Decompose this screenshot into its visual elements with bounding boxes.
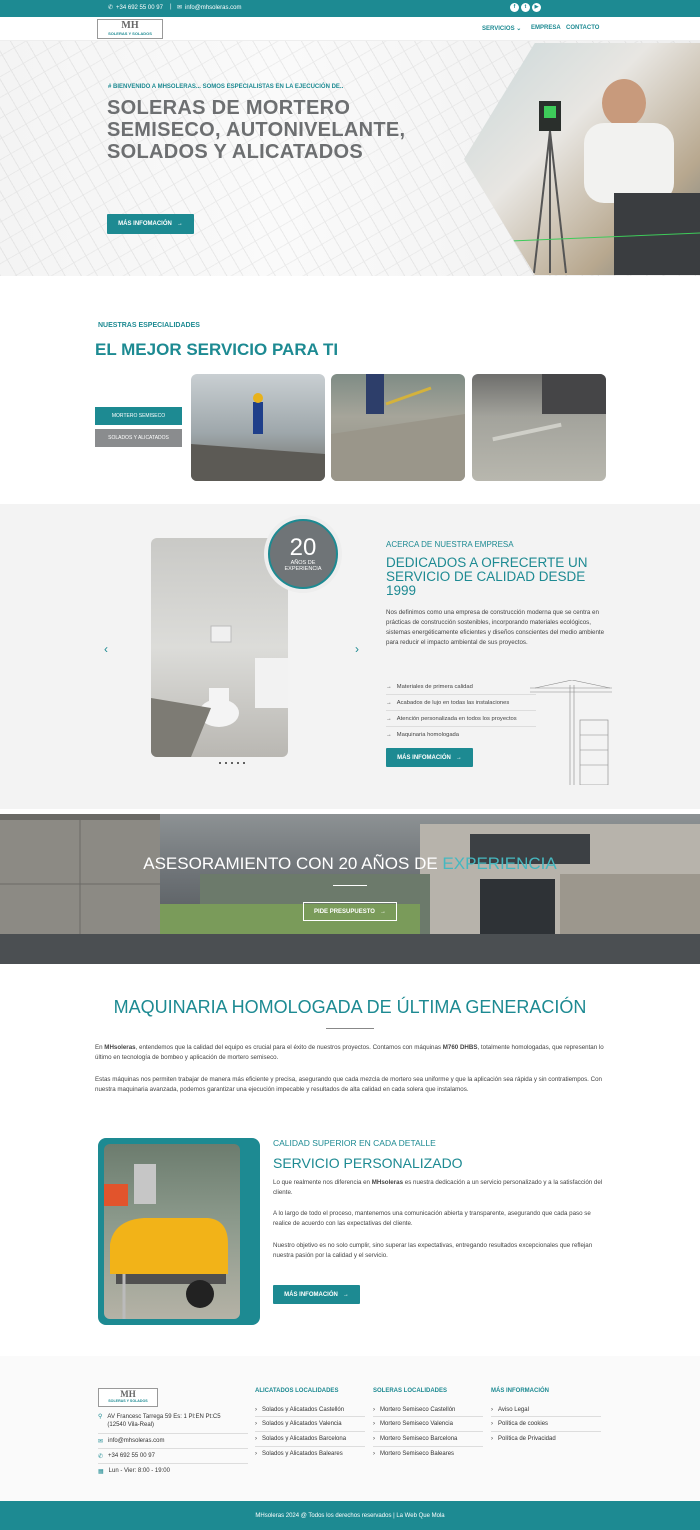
footer-link[interactable]: › Política de Privacidad bbox=[491, 1436, 556, 1442]
youtube-icon[interactable]: ▶ bbox=[532, 3, 541, 12]
calendar-icon: ▦ bbox=[98, 1468, 104, 1475]
request-quote-button[interactable]: PIDE PRESUPUESTO → bbox=[303, 902, 397, 921]
about-features bbox=[386, 680, 536, 742]
specialties-label: NUESTRAS ESPECIALIDADES bbox=[98, 322, 200, 329]
badge-text: AÑOS DE EXPERIENCIA bbox=[284, 560, 322, 572]
footer-link[interactable]: › Política de cookies bbox=[491, 1421, 549, 1427]
chevron-right-icon: › bbox=[255, 1421, 257, 1427]
about-label: ACERCA DE NUESTRA EMPRESA bbox=[386, 540, 514, 549]
specialty-image-2[interactable] bbox=[331, 374, 465, 481]
mail-icon: ✉ bbox=[177, 5, 183, 11]
hero-more-info-button[interactable]: MÁS INFOMACIÓN → bbox=[107, 214, 194, 234]
about-description: Nos definimos como una empresa de construcción moderna que se centra en prácticas de construcción sostenibles, incorporando materiales ecológicos, sistemas energéticamente eficientes y diseños conscientes del medio ambiente para reducir el impacto ambiental de sus proyectos. bbox=[386, 609, 605, 646]
topbar-divider: | bbox=[170, 4, 172, 10]
carousel-dot[interactable] bbox=[231, 762, 233, 764]
chevron-right-icon: › bbox=[255, 1451, 257, 1457]
nav-empresa[interactable]: EMPRESA bbox=[531, 25, 561, 31]
experience-badge bbox=[264, 515, 342, 593]
carousel-dot[interactable] bbox=[237, 762, 239, 764]
carousel-dot[interactable] bbox=[243, 762, 245, 764]
mail-icon: ✉ bbox=[98, 1438, 104, 1445]
chevron-right-icon: › bbox=[255, 1436, 257, 1442]
site-header bbox=[0, 17, 700, 41]
footer-link[interactable]: › Solados y Alicatados Barcelona bbox=[255, 1436, 347, 1442]
experience-banner bbox=[0, 814, 700, 964]
arrow-right-icon: → bbox=[386, 731, 392, 738]
arrow-right-icon: → bbox=[386, 684, 392, 690]
arrow-right-icon: → bbox=[176, 221, 183, 227]
hero-title: SOLERAS DE MORTERO SEMISECO, AUTONIVELANTE, SOLADOS Y ALICATADOS bbox=[107, 97, 406, 163]
service-paragraph-3: Nuestro objetivo es no solo cumplir, sino superar las expectativas, entregando resultados excepcionales que reflejan nuestra pasión por la calidad y el servicio. bbox=[273, 1242, 593, 1259]
topbar-email[interactable]: ✉ info@mhsoleras.com bbox=[177, 4, 242, 11]
service-more-info-button[interactable]: MÁS INFOMACIÓN → bbox=[273, 1285, 360, 1304]
footer-col-info: MÁS INFORMACIÓN › Aviso Legal › Política de cookies › Política de Privacidad bbox=[491, 1388, 601, 1446]
footer-col-alicatados: ALICATADOS LOCALIDADES › Solados y Alicatados Castellón › Solados y Alicatados Valencia › Solados y Alicatados Barcelona › Solados y Alicatados Baleares bbox=[255, 1388, 365, 1461]
footer-link[interactable]: › Aviso Legal bbox=[491, 1407, 529, 1413]
carousel-next-icon[interactable]: › bbox=[355, 642, 359, 656]
crane-building-illustration bbox=[530, 680, 612, 785]
carousel-dot[interactable] bbox=[219, 762, 221, 764]
nav-contacto[interactable]: CONTACTO bbox=[566, 25, 600, 31]
chevron-right-icon: › bbox=[373, 1451, 375, 1457]
location-pin-icon: ⚲ bbox=[98, 1414, 103, 1420]
modern-house-illustration bbox=[0, 814, 700, 964]
machine-photo bbox=[98, 1138, 260, 1325]
machinery-divider bbox=[326, 1028, 374, 1029]
banner-title: ASESORAMIENTO CON 20 AÑOS DE EXPERIENCIA bbox=[143, 854, 557, 873]
footer-link[interactable]: › Solados y Alicatados Castellón bbox=[255, 1407, 345, 1413]
specialties-title: EL MEJOR SERVICIO PARA TI bbox=[95, 340, 339, 359]
mortar-pump-illustration bbox=[104, 1144, 240, 1319]
machinery-paragraph-1: En MHsoleras, entendemos que la calidad del equipo es crucial para el éxito de nuestros proyectos. Contamos con máquinas M760 DHBS, totalmente homologadas, que representan lo último en tecnología de bombeo y aplicación de mortero semiseco. bbox=[95, 1044, 604, 1061]
footer-phone[interactable]: ✆ +34 692 55 00 97 bbox=[98, 1453, 155, 1460]
trowel-work-illustration bbox=[472, 374, 606, 481]
chevron-right-icon: › bbox=[255, 1407, 257, 1413]
footer-link[interactable]: › Solados y Alicatados Baleares bbox=[255, 1451, 343, 1457]
arrow-right-icon: → bbox=[386, 715, 392, 722]
chevron-right-icon: › bbox=[491, 1421, 493, 1427]
footer-contact bbox=[98, 1413, 248, 1478]
feature-item: → Maquinaria homologada bbox=[386, 731, 459, 738]
feature-item: → Materiales de primera calidad bbox=[386, 684, 473, 690]
specialty-image-1[interactable] bbox=[191, 374, 325, 481]
chevron-right-icon: › bbox=[491, 1407, 493, 1413]
copyright-text[interactable]: MHsoleras 2024 @ Todos los derechos reservados | La Web Que Mola bbox=[255, 1512, 445, 1519]
service-paragraph-1: Lo que realmente nos diferencia en MHsoleras es nuestra dedicación a un servicio personalizado y a la satisfacción del cliente. bbox=[273, 1179, 603, 1196]
twitter-icon[interactable]: t bbox=[521, 3, 530, 12]
site-logo[interactable]: MH SOLERAS Y SOLADOS bbox=[97, 19, 163, 39]
topbar-phone[interactable]: ✆ +34 692 55 00 97 bbox=[108, 4, 163, 11]
service-title: SERVICIO PERSONALIZADO bbox=[273, 1155, 463, 1171]
specialty-image-3[interactable] bbox=[472, 374, 606, 481]
arrow-right-icon: → bbox=[455, 754, 462, 761]
carousel-dots bbox=[219, 762, 245, 764]
service-paragraph-2: A lo largo de todo el proceso, mantenemos una comunicación abierta y transparente, asegurando que cada paso se realice de acuerdo con las expectativas del cliente. bbox=[273, 1210, 591, 1227]
arrow-right-icon: → bbox=[386, 699, 392, 706]
footer-link[interactable]: › Mortero Semiseco Valencia bbox=[373, 1421, 453, 1427]
footer-link[interactable]: › Mortero Semiseco Castellón bbox=[373, 1407, 456, 1413]
tab-mortero-semiseco[interactable]: MORTERO SEMISECO bbox=[95, 407, 182, 425]
chevron-down-icon: ⌄ bbox=[516, 26, 522, 32]
footer-link[interactable]: › Mortero Semiseco Barcelona bbox=[373, 1436, 458, 1442]
chevron-right-icon: › bbox=[373, 1436, 375, 1442]
machinery-title: MAQUINARIA HOMOLOGADA DE ÚLTIMA GENERACIÓN bbox=[113, 997, 587, 1017]
phone-icon: ✆ bbox=[98, 1453, 104, 1460]
banner-divider bbox=[333, 885, 367, 886]
footer-hours: ▦ Lun - Vier: 8:00 - 19:00 bbox=[98, 1468, 170, 1475]
nav-servicios[interactable]: SERVICIOS ⌄ bbox=[482, 26, 522, 32]
badge-number: 20 bbox=[289, 534, 317, 561]
carousel-dot[interactable] bbox=[225, 762, 227, 764]
facebook-icon[interactable]: f bbox=[510, 3, 519, 12]
worker-floor-illustration bbox=[191, 374, 325, 481]
copyright-bar bbox=[0, 1501, 700, 1530]
footer-link[interactable]: › Solados y Alicatados Valencia bbox=[255, 1421, 342, 1427]
footer-col-soleras: SOLERAS LOCALIDADES › Mortero Semiseco Castellón › Mortero Semiseco Valencia › Mortero Semiseco Barcelona › Mortero Semiseco Baleares bbox=[373, 1388, 483, 1461]
chevron-right-icon: › bbox=[373, 1421, 375, 1427]
feature-item: → Acabados de lujo en todas las instalaciones bbox=[386, 699, 510, 706]
feature-item: → Atención personalizada en todos los proyectos bbox=[386, 715, 517, 722]
machinery-paragraph-2: Estas máquinas nos permiten trabajar de manera más eficiente y precisa, asegurando que cada mezcla de mortero sea uniforme y que la aplicación sea rápida y sin contratiempos. Con nuestra maquinaria avanzada, podemos garantizar una ejecución impecable y resultados de alta calidad en cada solera que instalamos. bbox=[95, 1076, 602, 1093]
phone-icon: ✆ bbox=[108, 5, 114, 11]
footer-email[interactable]: ✉ info@mhsoleras.com bbox=[98, 1438, 165, 1445]
service-label: CALIDAD SUPERIOR EN CADA DETALLE bbox=[273, 1138, 436, 1148]
chevron-right-icon: › bbox=[491, 1436, 493, 1442]
top-bar bbox=[0, 0, 700, 17]
arrow-right-icon: → bbox=[342, 1291, 349, 1298]
carousel-prev-icon[interactable]: ‹ bbox=[104, 642, 108, 656]
footer-logo[interactable]: MH SOLERAS Y SOLADOS bbox=[98, 1388, 158, 1407]
hero-subtitle: # BIENVENIDO A MHSOLERAS... SOMOS ESPECIALISTAS EN LA EJECUCIÓN DE.. bbox=[108, 84, 344, 90]
screed-leveling-illustration bbox=[331, 374, 465, 481]
footer-link[interactable]: › Mortero Semiseco Baleares bbox=[373, 1451, 455, 1457]
about-title: DEDICADOS A OFRECERTE UN SERVICIO DE CALIDAD DESDE 1999 bbox=[386, 555, 588, 598]
footer-address: ⚲ AV Francesc Tarrega 59 Es: 1 Pl:EN Pt:C5 (12540 Vila-Real) bbox=[98, 1414, 221, 1428]
about-more-info-button[interactable]: MÁS INFOMACIÓN → bbox=[386, 748, 473, 767]
chevron-right-icon: › bbox=[373, 1407, 375, 1413]
arrow-right-icon: → bbox=[379, 908, 386, 915]
tab-solados-alicatados[interactable]: SOLADOS Y ALICATADOS bbox=[95, 429, 182, 447]
